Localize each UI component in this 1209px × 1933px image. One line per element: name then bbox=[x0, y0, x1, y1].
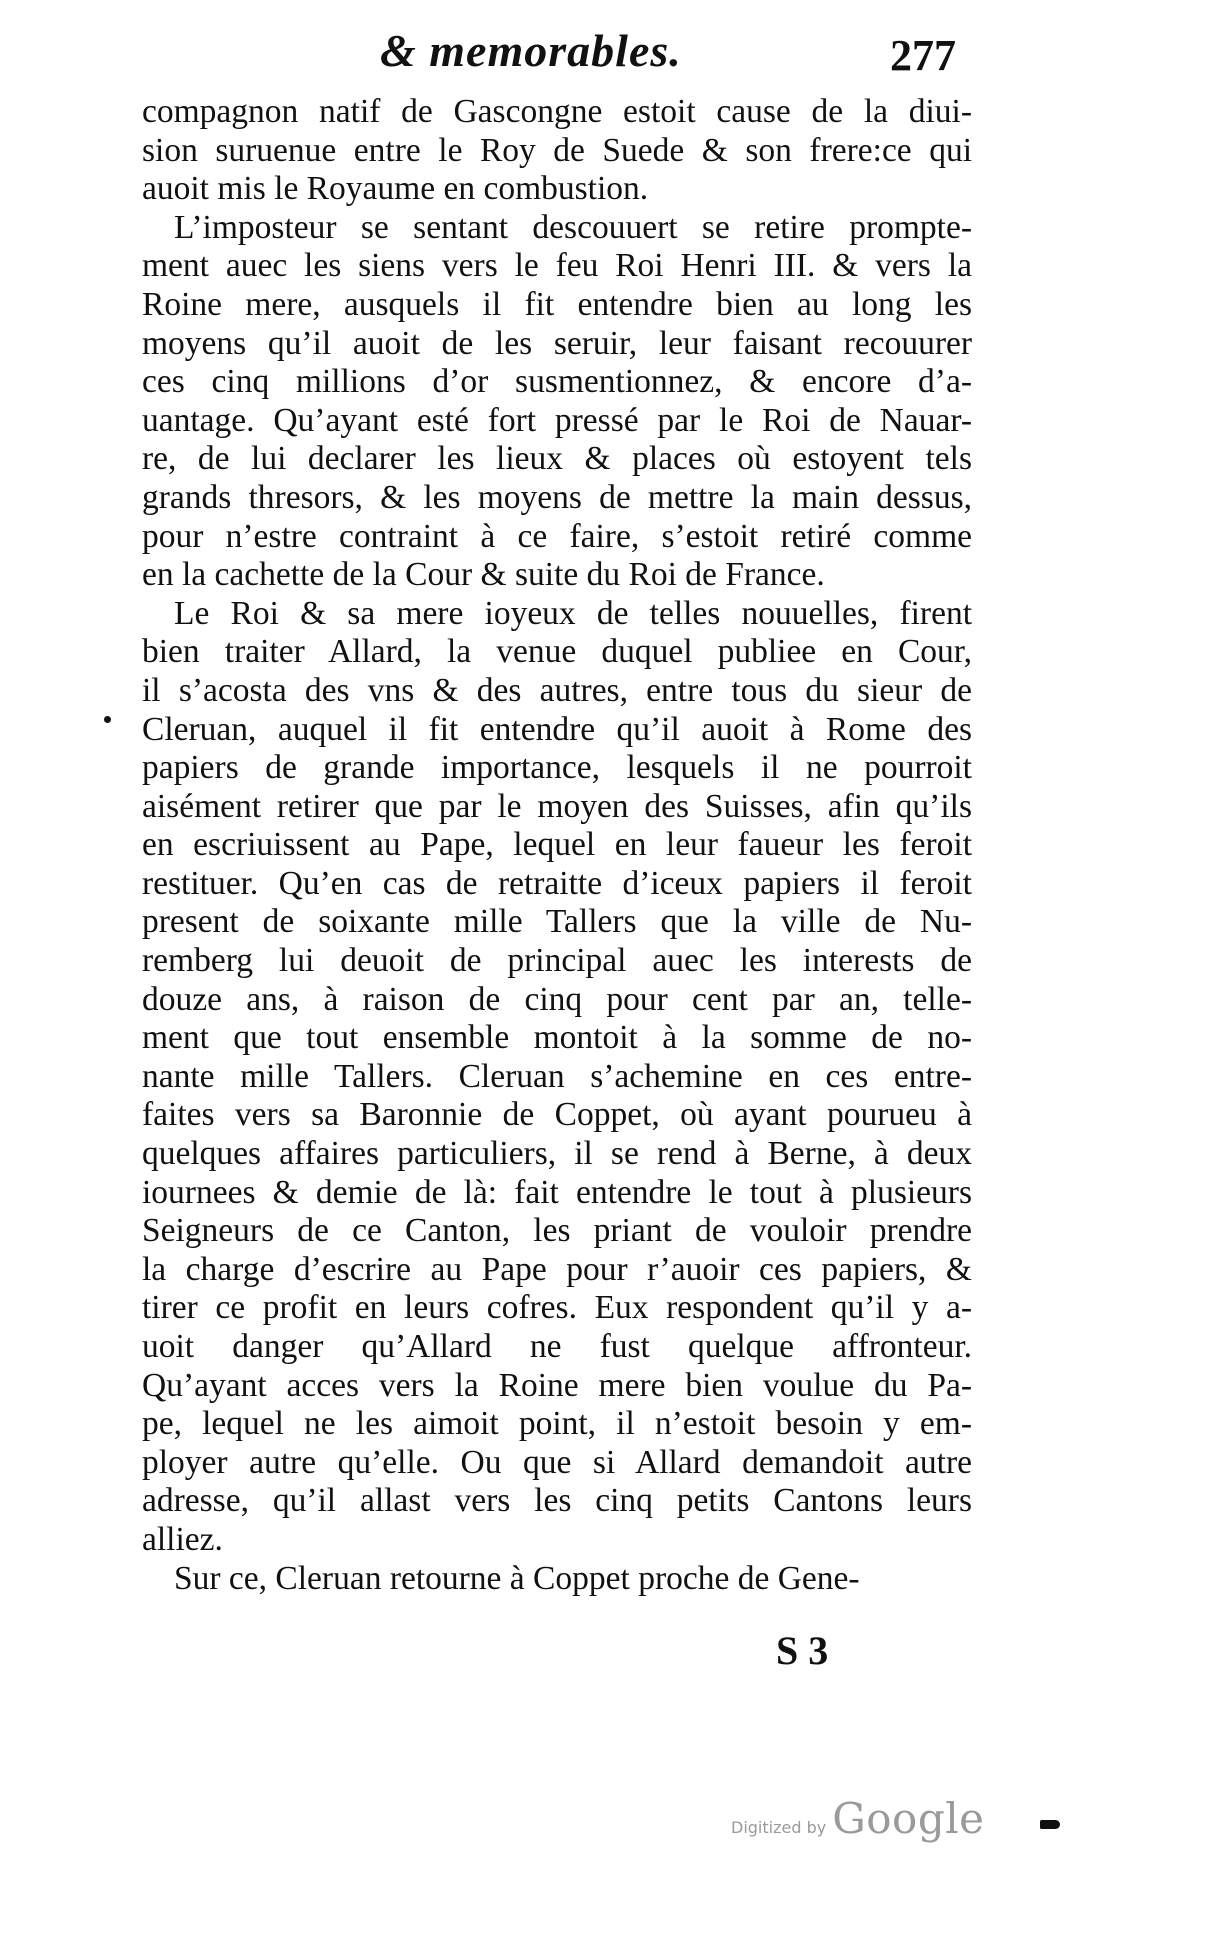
text-line: ment que tout ensemble montoit à la somme de no- bbox=[142, 1019, 972, 1057]
text-line: Qu’ayant acces vers la Roine mere bien voulue du Pa- bbox=[142, 1366, 972, 1404]
text-line: la charge d’escrire au Pape pour r’auoir ces papiers, & bbox=[142, 1250, 972, 1288]
text-line: moyens qu’il auoit de les seruir, leur faisant recouurer bbox=[142, 324, 972, 362]
text-line: nante mille Tallers. Cleruan s’achemine en ces entre- bbox=[142, 1057, 972, 1095]
text-line: douze ans, à raison de cinq pour cent par an, telle- bbox=[142, 980, 972, 1018]
digitized-by-label: Digitized by bbox=[731, 1818, 827, 1837]
text-line: papiers de grande importance, lesquels il ne pourroit bbox=[142, 749, 972, 787]
text-line: compagnon natif de Gascongne estoit cause de la diui- bbox=[142, 93, 972, 130]
text-line: ment auec les siens vers le feu Roi Henri III. & vers la bbox=[142, 247, 972, 285]
signature-mark: S 3 bbox=[776, 1628, 829, 1673]
text-line: auoit mis le Royaume en combustion. bbox=[142, 170, 649, 208]
google-wordmark: Google bbox=[832, 1794, 985, 1843]
text-line: re, de lui declarer les lieux & places où estoyent tels bbox=[142, 440, 972, 478]
text-line: quelques affaires particuliers, il se rend à Berne, à deux bbox=[142, 1135, 972, 1173]
text-line: sion suruenue entre le Roy de Suede & son frere:ce qui bbox=[142, 131, 972, 169]
text-line: alliez. bbox=[142, 1520, 223, 1558]
paragraph bbox=[142, 1560, 972, 1599]
text-line: faites vers sa Baronnie de Coppet, où ayant pourueu à bbox=[142, 1096, 972, 1134]
text-line: iournees & demie de là: fait entendre le tout à plusieurs bbox=[142, 1173, 972, 1211]
text-line: Roine mere, ausquels il fit entendre bien au long les bbox=[142, 285, 972, 323]
text-line: uantage. Qu’ayant esté fort pressé par le Roi de Nauar- bbox=[142, 401, 972, 439]
text-line: restituer. Qu’en cas de retraitte d’iceux papiers il feroit bbox=[142, 864, 972, 902]
text-line: tirer ce profit en leurs cofres. Eux respondent qu’il y a- bbox=[142, 1289, 972, 1327]
text-line: grands thresors, & les moyens de mettre la main dessus, bbox=[142, 478, 972, 516]
page-number: 277 bbox=[890, 31, 956, 80]
running-head: & memorables. bbox=[380, 25, 682, 76]
text-line: bien traiter Allard, la venue duquel publiee en Cour, bbox=[142, 633, 972, 671]
text-line: Sur ce, Cleruan retourne à Coppet proche de Gene- bbox=[174, 1559, 860, 1597]
text-line: il s’acosta des vns & des autres, entre tous du sieur de bbox=[142, 671, 972, 709]
margin-dot bbox=[104, 716, 111, 723]
paragraph bbox=[142, 209, 972, 595]
text-line: uoit danger qu’Allard ne fust quelque affronteur. bbox=[142, 1328, 972, 1365]
text-line: pour n’estre contraint à ce faire, s’estoit retiré comme bbox=[142, 517, 972, 555]
body-text bbox=[142, 93, 972, 1598]
text-line: Cleruan, auquel il fit entendre qu’il auoit à Rome des bbox=[142, 710, 972, 748]
text-line: en escriuissent au Pape, lequel en leur faueur les feroit bbox=[142, 826, 972, 864]
text-line: ces cinq millions d’or susmentionnez, & encore d’a- bbox=[142, 363, 972, 401]
text-line: ployer autre qu’elle. Ou que si Allard demandoit autre bbox=[142, 1443, 972, 1481]
text-line: L’imposteur se sentant descouuert se retire prompte- bbox=[174, 208, 972, 246]
paragraph bbox=[142, 595, 972, 1560]
text-line: aisément retirer que par le moyen des Suisses, afin qu’ils bbox=[142, 787, 972, 825]
text-line: present de soixante mille Tallers que la ville de Nu- bbox=[142, 903, 972, 941]
digitized-watermark bbox=[731, 1794, 985, 1843]
text-line: pe, lequel ne les aimoit point, il n’estoit besoin y em- bbox=[142, 1405, 972, 1443]
text-line: en la cachette de la Cour & suite du Roi de France. bbox=[142, 556, 825, 594]
text-line: Le Roi & sa mere ioyeux de telles nouuelles, firent bbox=[174, 594, 972, 632]
corner-ink-mark bbox=[1040, 1820, 1060, 1829]
text-line: remberg lui deuoit de principal auec les interests de bbox=[142, 942, 972, 980]
text-line: adresse, qu’il allast vers les cinq petits Cantons leurs bbox=[142, 1482, 972, 1520]
text-line: Seigneurs de ce Canton, les priant de vouloir prendre bbox=[142, 1212, 972, 1250]
paragraph bbox=[142, 93, 972, 209]
